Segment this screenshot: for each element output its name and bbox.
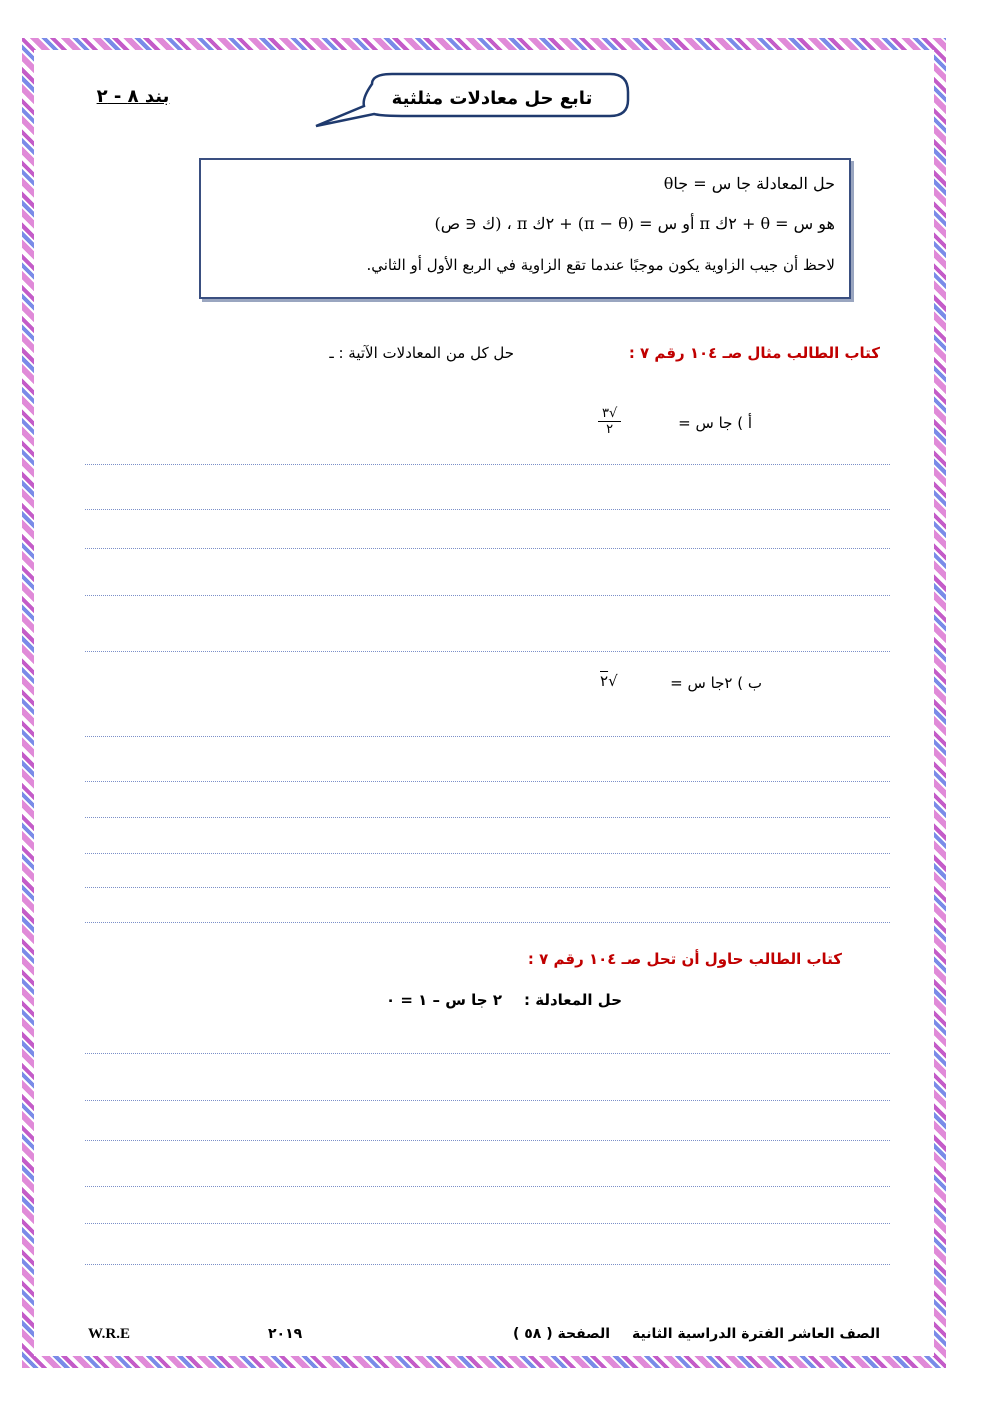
answer-line: [85, 817, 890, 818]
answer-line: [85, 1223, 890, 1224]
try-equation-label: حل المعادلة :: [524, 991, 622, 1009]
answer-line: [85, 1264, 890, 1265]
footer-grade: الصف العاشر الفترة الدراسية الثانية: [632, 1326, 880, 1342]
try-heading: كتاب الطالب حاول أن تحل صـ ١٠٤ رقم ٧ :: [527, 950, 842, 968]
answer-line: [85, 853, 890, 854]
part-a-numerator: ٣√: [598, 406, 621, 422]
answer-line: [85, 548, 890, 549]
part-a-denominator: ٢: [606, 422, 614, 437]
part-b-label: ب ) ٢جا س =: [670, 674, 762, 692]
answer-line: [85, 887, 890, 888]
part-a-fraction: [598, 406, 621, 437]
answer-line: [85, 651, 890, 652]
answer-line: [85, 1100, 890, 1101]
section-number: بند ٨ - ٢: [96, 86, 170, 107]
rule-line-2: هو س = θ + ٢ك π أو س = (π − θ) + ٢ك π ، (ك ∈ ص): [434, 214, 835, 233]
rule-line-3: لاحظ أن جيب الزاوية يكون موجبًا عندما تقع الزاوية في الربع الأول أو الثاني.: [366, 256, 835, 274]
example-heading: كتاب الطالب مثال صـ ١٠٤ رقم ٧ :: [628, 344, 880, 362]
page-title: تابع حل معادلات مثلثية: [391, 88, 593, 109]
answer-line: [85, 464, 890, 465]
try-equation: ٢ جا س – ١ = ٠: [385, 991, 502, 1009]
rule-box: [199, 158, 851, 299]
answer-line: [85, 922, 890, 923]
part-b-radicand: ٢: [600, 672, 609, 690]
part-a-label: أ ) جا س =: [678, 414, 752, 432]
rule-line-1: حل المعادلة جا س = جاθ: [663, 174, 835, 193]
footer-author: W.R.E: [88, 1326, 130, 1342]
answer-line: [85, 1053, 890, 1054]
example-instruction: حل كل من المعادلات الآتية : ـ: [329, 344, 514, 362]
footer-year: ٢٠١٩: [268, 1326, 303, 1342]
answer-line: [85, 509, 890, 510]
footer-page: الصفحة ( ٥٨ ): [512, 1326, 610, 1342]
part-b-radical: [600, 672, 618, 690]
answer-line: [85, 736, 890, 737]
answer-line: [85, 1140, 890, 1141]
answer-line: [85, 781, 890, 782]
answer-line: [85, 595, 890, 596]
answer-line: [85, 1186, 890, 1187]
sqrt-icon: √: [608, 672, 618, 690]
